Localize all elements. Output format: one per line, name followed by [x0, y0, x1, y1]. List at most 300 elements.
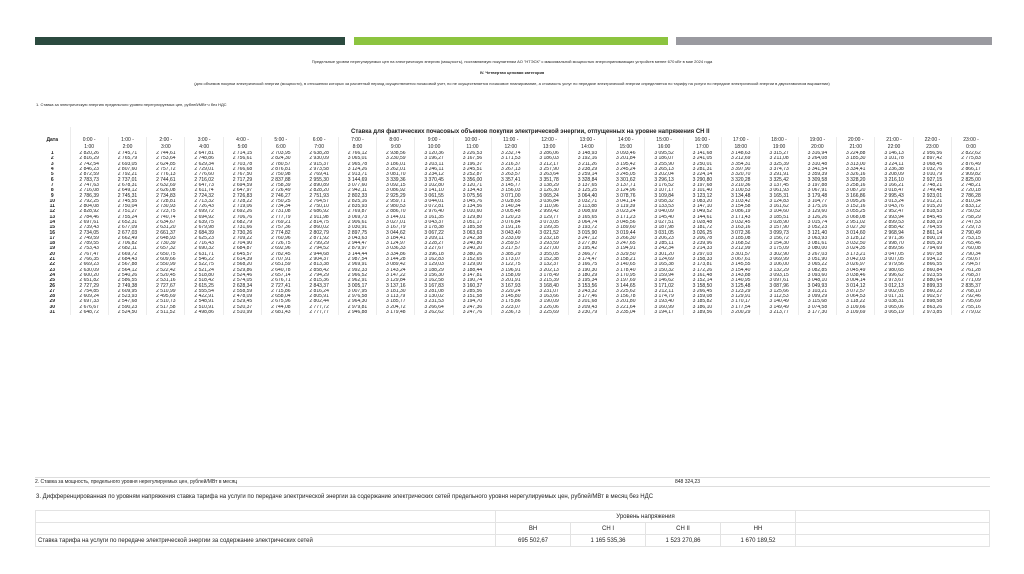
price-cell: 2 786,39	[70, 193, 108, 198]
price-cell: 3 123,29	[722, 289, 760, 294]
price-cell: 2 838,19	[913, 220, 951, 225]
price-cell: 3 334,41	[837, 167, 875, 172]
price-cell: 2 729,73	[952, 225, 990, 230]
price-cell: 3 193,72	[568, 225, 606, 230]
price-cell: 3 247,12	[568, 236, 606, 241]
price-cell: 3 051,90	[798, 257, 836, 262]
price-cell: 2 825,00	[952, 177, 990, 182]
price-cell: 3 161,48	[683, 273, 721, 278]
price-cell: 3 339,36	[377, 177, 415, 182]
price-cell: 2 520,37	[223, 305, 261, 310]
price-cell: 2 731,66	[223, 225, 261, 230]
price-cell: 3 013,24	[875, 199, 913, 204]
price-cell: 3 186,01	[377, 162, 415, 167]
price-cell: 2 835,37	[952, 283, 990, 288]
price-cell: 3 007,05	[875, 257, 913, 262]
price-cell: 3 141,10	[415, 188, 453, 193]
price-cell: 3 049,52	[683, 209, 721, 214]
price-cell: 3 189,60	[607, 225, 645, 230]
price-cell: 2 979,56	[875, 262, 913, 267]
price-cell: 2 769,87	[338, 209, 376, 214]
price-cell: 2 757,36	[262, 225, 300, 230]
price-cell: 2 713,32	[185, 199, 223, 204]
price-cell: 2 609,95	[108, 289, 146, 294]
price-cell: 3 370,45	[415, 177, 453, 182]
price-cell: 2 858,42	[300, 268, 338, 273]
price-cell: 3 266,64	[415, 305, 453, 310]
price-cell: 2 734,05	[70, 230, 108, 235]
price-cell: 3 208,09	[875, 172, 913, 177]
accent-bar-grey	[676, 37, 992, 45]
price-cell: 3 101,40	[683, 188, 721, 193]
hour-from-label: 20:00 -	[837, 137, 875, 144]
price-cell: 3 357,41	[492, 177, 530, 182]
price-cell: 3 236,73	[492, 310, 530, 315]
price-cell: 3 232,18	[530, 236, 568, 241]
price-cell: 3 072,81	[415, 204, 453, 209]
price-cell: 2 529,45	[223, 299, 261, 304]
price-cell: 2 858,42	[875, 225, 913, 230]
day-cell: 7	[50, 182, 54, 188]
price-cell: 2 521,24	[185, 268, 223, 273]
price-cell: 3 026,25	[683, 230, 721, 235]
price-cell: 2 890,89	[300, 183, 338, 188]
price-cell: 3 002,05	[875, 289, 913, 294]
price-cell: 3 099,29	[798, 294, 836, 299]
price-cell: 2 730,93	[147, 204, 185, 209]
price-cell: 2 726,43	[185, 204, 223, 209]
hour-to-label: 13:00	[530, 144, 568, 151]
accent-bar-green	[354, 37, 668, 45]
price-cell: 2 540,26	[108, 273, 146, 278]
price-cell: 3 296,13	[645, 177, 683, 182]
price-cell: 3 238,29	[568, 167, 606, 172]
price-cell: 3 102,80	[415, 183, 453, 188]
price-cell: 3 310,48	[798, 162, 836, 167]
price-cell: 2 899,33	[913, 283, 951, 288]
price-cell: 3 255,90	[645, 162, 683, 167]
price-cell: 2 927,15	[913, 177, 951, 182]
day-cell: 26	[49, 283, 56, 289]
price-cell: 2 677,09	[108, 225, 146, 230]
price-cell: 2 703,78	[223, 162, 261, 167]
price-cell: 3 224,88	[837, 151, 875, 156]
price-cell: 3 165,65	[568, 215, 606, 220]
price-cell: 2 749,38	[108, 283, 146, 288]
price-cell: 3 223,07	[492, 305, 530, 310]
price-cell: 3 099,73	[760, 230, 798, 235]
hours-to-row	[35, 144, 990, 151]
hour-to-label: 5:00	[223, 144, 261, 151]
price-cell: 3 007,95	[338, 289, 376, 294]
price-cell: 3 267,13	[492, 167, 530, 172]
price-cell: 3 004,14	[837, 278, 875, 283]
price-cell: 3 067,91	[798, 188, 836, 193]
price-cell: 2 764,55	[913, 225, 951, 230]
price-cell: 3 144,44	[338, 252, 376, 257]
day-cell: 30	[49, 304, 56, 310]
price-cell: 2 979,81	[338, 305, 376, 310]
price-cell: 3 045,49	[837, 268, 875, 273]
price-cell: 3 247,65	[607, 241, 645, 246]
price-cell: 2 750,25	[262, 199, 300, 204]
price-cell: 2 802,33	[338, 193, 376, 198]
price-cell: 3 259,14	[568, 172, 606, 177]
price-cell: 3 185,82	[683, 299, 721, 304]
price-cell: 3 166,75	[568, 262, 606, 267]
price-cell: 3 043,76	[875, 204, 913, 209]
price-cell: 3 026,97	[837, 262, 875, 267]
price-cell: 3 152,16	[837, 204, 875, 209]
price-cell: 3 316,94	[798, 151, 836, 156]
price-cell: 2 794,29	[300, 273, 338, 278]
day-cell: 5	[50, 172, 54, 178]
price-cell: 2 915,20	[913, 204, 951, 209]
price-cell: 2 609,66	[147, 257, 185, 262]
price-cell: 3 174,47	[568, 257, 606, 262]
price-cell: 2 716,43	[185, 241, 223, 246]
price-cell: 2 750,52	[952, 209, 990, 214]
price-cell: 3 160,99	[645, 305, 683, 310]
price-cell: 3 101,78	[875, 156, 913, 161]
price-cell: 2 866,17	[952, 167, 990, 172]
price-cell: 2 706,76	[223, 215, 261, 220]
price-cell: 3 119,39	[607, 204, 645, 209]
day-cell: 15	[49, 225, 56, 231]
price-cell: 3 130,02	[415, 294, 453, 299]
price-cell: 2 753,64	[147, 156, 185, 161]
price-cell: 3 250,01	[683, 162, 721, 167]
price-cell: 3 144,69	[338, 177, 376, 182]
price-cell: 3 196,27	[415, 156, 453, 161]
price-cell: 2 755,24	[108, 215, 146, 220]
price-cell: 2 675,96	[262, 299, 300, 304]
price-cell: 3 301,20	[645, 252, 683, 257]
price-cell: 2 828,92	[70, 209, 108, 214]
price-cell: 2 904,37	[300, 257, 338, 262]
price-cell: 2 998,70	[875, 241, 913, 246]
price-cell: 3 359,39	[798, 172, 836, 177]
day-cell: 19	[49, 246, 56, 252]
price-cell: 2 962,91	[338, 278, 376, 283]
price-cell: 3 211,26	[568, 162, 606, 167]
day-cell: 10	[49, 198, 56, 204]
price-cell: 3 291,91	[760, 172, 798, 177]
price-cell: 3 171,43	[722, 215, 760, 220]
date-header: Дата	[46, 137, 59, 143]
price-cell: 3 190,30	[568, 268, 606, 273]
hour-to-label: 10:00	[415, 144, 453, 151]
price-cell: 2 792,21	[108, 172, 146, 177]
price-cell: 3 125,66	[760, 289, 798, 294]
price-cell: 3 185,77	[377, 299, 415, 304]
price-cell: 3 180,29	[568, 273, 606, 278]
price-cell: 3 240,80	[453, 241, 491, 246]
price-cell: 3 171,02	[645, 283, 683, 288]
price-cell: 2 860,02	[300, 225, 338, 230]
price-cell: 3 125,25	[568, 188, 606, 193]
price-cell: 2 716,02	[185, 177, 223, 182]
price-cell: 2 684,87	[223, 246, 261, 251]
price-cell: 3 195,42	[607, 162, 645, 167]
price-cell: 2 749,48	[913, 188, 951, 193]
price-cell: 3 149,49	[760, 305, 798, 310]
price-cell: 3 301,62	[607, 177, 645, 182]
price-cell: 2 807,60	[108, 167, 146, 172]
price-cell: 3 171,53	[492, 156, 530, 161]
price-cell: 3 228,27	[415, 241, 453, 246]
day-cell: 4	[50, 166, 54, 173]
price-cell: 3 093,15	[760, 273, 798, 278]
price-cell: 3 124,83	[760, 199, 798, 204]
price-cell: 2 754,85	[70, 289, 108, 294]
price-cell: 2 518,42	[185, 278, 223, 283]
price-cell: 3 118,22	[837, 299, 875, 304]
hour-to-label: 14:00	[568, 144, 606, 151]
day-cell: 2	[50, 156, 54, 162]
price-cell: 3 334,86	[377, 252, 415, 257]
price-cell: 3 156,03	[492, 188, 530, 193]
price-cell: 2 768,10	[952, 289, 990, 294]
price-cell: 3 221,64	[607, 305, 645, 310]
price-cell: 2 677,03	[108, 230, 146, 235]
price-cell: 3 328,20	[837, 177, 875, 182]
price-cell: 3 263,57	[492, 172, 530, 177]
price-cell: 2 628,34	[223, 283, 261, 288]
price-cell: 2 871,92	[300, 236, 338, 241]
day-cell: 16	[49, 230, 56, 236]
price-cell: 3 175,16	[798, 204, 836, 209]
price-cell: 2 828,20	[300, 188, 338, 193]
price-cell: 2 639,75	[185, 220, 223, 225]
day-cell: 1	[50, 151, 54, 157]
price-cell: 3 206,23	[645, 236, 683, 241]
price-cell: 2 747,63	[70, 183, 108, 188]
price-cell: 3 186,10	[683, 305, 721, 310]
price-cell: 3 309,58	[798, 177, 836, 182]
price-cell: 3 242,34	[645, 246, 683, 251]
hour-to-label: 18:00	[722, 144, 760, 151]
transmission-tariff-table	[35, 510, 990, 547]
hour-from-label: 5:00 -	[262, 137, 300, 144]
table-row	[35, 310, 990, 315]
hour-to-label: 4:00	[185, 144, 223, 151]
price-cell: 3 220,24	[492, 289, 530, 294]
price-cell: 2 731,08	[262, 209, 300, 214]
price-cell: 2 755,16	[952, 305, 990, 310]
price-cell: 2 976,40	[415, 209, 453, 214]
price-cell: 2 902,57	[913, 294, 951, 299]
price-cell: 3 055,25	[837, 209, 875, 214]
hour-from-label: 7:00 -	[338, 137, 376, 144]
price-cell: 3 129,00	[453, 262, 491, 267]
price-cell: 2 784,46	[70, 215, 108, 220]
price-cell: 3 144,65	[607, 283, 645, 288]
day-cell: 31	[49, 309, 56, 316]
price-cell: 2 779,02	[952, 310, 990, 315]
price-cell: 3 192,16	[568, 156, 606, 161]
price-cell: 3 148,93	[568, 151, 606, 156]
price-cell: 2 626,08	[147, 188, 185, 193]
hour-from-label: 1:00 -	[108, 137, 146, 144]
price-cell: 3 052,23	[798, 225, 836, 230]
price-cell: 3 252,87	[453, 172, 491, 177]
price-cell: 2 524,46	[223, 273, 261, 278]
price-cell: 2 944,68	[300, 252, 338, 257]
price-cell: 2 716,08	[70, 188, 108, 193]
hour-to-label: 20:00	[798, 144, 836, 151]
price-cell: 2 786,28	[952, 193, 990, 198]
price-cell: 2 964,30	[338, 299, 376, 304]
hour-from-label: 2:00 -	[147, 137, 185, 144]
price-cell: 2 777,72	[300, 305, 338, 310]
price-cell: 3 032,45	[722, 220, 760, 225]
price-cell: 3 109,69	[837, 310, 875, 315]
price-cell: 3 189,56	[683, 310, 721, 315]
price-cell: 3 225,69	[530, 310, 568, 315]
price-cell: 3 041,14	[607, 199, 645, 204]
hour-from-label: 9:00 -	[415, 137, 453, 144]
price-cell: 3 234,12	[415, 172, 453, 177]
tariff-empty-cell	[796, 523, 990, 535]
price-cell: 2 750,67	[952, 257, 990, 262]
price-cell: 2 802,79	[300, 230, 338, 235]
price-cell: 3 042,03	[837, 257, 875, 262]
price-cell: 2 714,15	[223, 151, 261, 156]
price-cell: 2 737,01	[108, 177, 146, 182]
accent-bar-dark	[35, 37, 345, 45]
price-cell: 2 833,12	[952, 204, 990, 209]
price-cell: 3 212,99	[722, 246, 760, 251]
price-cell: 3 158,33	[683, 257, 721, 262]
price-cell: 3 152,14	[683, 278, 721, 283]
price-cell: 3 202,13	[530, 268, 568, 273]
price-cell: 3 193,40	[645, 299, 683, 304]
price-cell: 3 030,91	[338, 225, 376, 230]
price-cell: 2 744,08	[262, 305, 300, 310]
price-cell: 3 154,40	[722, 268, 760, 273]
price-cell: 2 748,21	[952, 183, 990, 188]
price-cell: 3 017,31	[875, 294, 913, 299]
price-cell: 3 015,74	[798, 220, 836, 225]
price-cell: 3 065,24	[530, 193, 568, 198]
hour-to-label: 0:00	[952, 144, 990, 151]
day-cell: 9	[50, 193, 54, 199]
price-cell: 3 187,98	[645, 225, 683, 230]
price-cell: 3 185,51	[760, 215, 798, 220]
price-cell: 3 216,10	[875, 177, 913, 182]
price-cell: 3 005,48	[492, 209, 530, 214]
price-cell: 3 212,11	[645, 289, 683, 294]
price-cell: 3 215,39	[530, 278, 568, 283]
price-cell: 2 923,01	[913, 193, 951, 198]
price-cell: 3 140,95	[722, 278, 760, 283]
price-cell: 2 745,31	[108, 193, 146, 198]
day-cell: 6	[50, 177, 54, 183]
price-cell: 2 942,11	[338, 188, 376, 193]
price-cell: 3 174,79	[645, 294, 683, 299]
price-cell: 3 163,66	[530, 294, 568, 299]
price-cell: 2 681,43	[262, 310, 300, 315]
price-cell: 2 899,53	[875, 220, 913, 225]
price-cell: 2 952,47	[875, 209, 913, 214]
price-cell: 3 171,23	[607, 215, 645, 220]
header-line-1: Предельные уровни нерегулируемых цен на электрическую энергию (мощность), поставляемую покупателям АО "НТЭСК" с максимальной мощностью энергопринимающих устройств менее 670 кВт в мае 2024 года	[311, 59, 713, 64]
price-cell: 2 748,86	[185, 156, 223, 161]
price-cell: 3 166,21	[875, 183, 913, 188]
price-cell: 3 160,37	[453, 283, 491, 288]
price-cell: 3 212,69	[722, 156, 760, 161]
price-cell: 2 815,36	[300, 278, 338, 283]
price-cell: 2 498,86	[185, 310, 223, 315]
price-cell: 2 720,18	[952, 188, 990, 193]
tariff-empty-cell	[36, 511, 496, 523]
price-cell: 3 227,67	[415, 246, 453, 251]
hour-to-label: 22:00	[875, 144, 913, 151]
price-cell: 2 804,08	[70, 204, 108, 209]
price-cell: 3 167,56	[453, 156, 491, 161]
price-cell: 2 980,53	[377, 204, 415, 209]
price-cell: 3 134,48	[722, 193, 760, 198]
price-cell: 3 224,11	[875, 162, 913, 167]
price-cell: 3 326,16	[837, 172, 875, 177]
price-cell: 3 027,01	[377, 220, 415, 225]
hours-from-row	[35, 137, 990, 144]
price-cell: 2 810,34	[952, 199, 990, 204]
price-cell: 2 676,71	[262, 278, 300, 283]
tariff-value: 1 165 535,36	[571, 535, 646, 547]
price-cell: 3 158,21	[607, 257, 645, 262]
price-cell: 2 816,29	[70, 156, 108, 161]
price-cell: 3 196,37	[453, 162, 491, 167]
price-cell: 3 109,66	[837, 305, 875, 310]
price-cell: 2 648,93	[147, 236, 185, 241]
price-cell: 3 129,03	[415, 262, 453, 267]
tariff-row-label: Ставка тарифа на услуги по передаче электрической энергии за содержание электрических сетей	[36, 535, 496, 547]
hour-from-label: 6:00 -	[300, 137, 338, 144]
price-cell: 2 729,01	[185, 167, 223, 172]
price-cell: 3 069,99	[760, 257, 798, 262]
price-cell: 2 813,38	[300, 262, 338, 267]
price-cell: 3 120,36	[415, 151, 453, 156]
price-cell: 3 329,50	[607, 252, 645, 257]
price-cell: 2 757,72	[147, 167, 185, 172]
price-cell: 3 195,42	[568, 246, 606, 251]
price-cell: 3 106,00	[760, 262, 798, 267]
price-cell: 3 213,77	[760, 310, 798, 315]
price-cell: 3 152,65	[453, 257, 491, 262]
price-cell: 3 202,04	[645, 172, 683, 177]
price-cell: 3 023,24	[607, 209, 645, 214]
hour-from-label: 10:00 -	[453, 137, 491, 144]
price-cell: 3 325,42	[760, 177, 798, 182]
price-cell: 3 197,88	[798, 183, 836, 188]
voltage-level-label: ВН	[496, 523, 571, 535]
price-cell: 3 151,58	[453, 294, 491, 299]
price-cell: 3 021,52	[530, 230, 568, 235]
hour-from-label: 12:00 -	[530, 137, 568, 144]
price-cell: 2 518,80	[185, 273, 223, 278]
price-cell: 2 863,26	[913, 305, 951, 310]
price-cell: 2 816,24	[300, 289, 338, 294]
price-cell: 2 966,52	[338, 273, 376, 278]
price-cell: 3 196,91	[492, 268, 530, 273]
tariff-value: 695 502,67	[496, 535, 571, 547]
price-cell: 2 898,58	[913, 299, 951, 304]
price-cell: 2 658,04	[262, 294, 300, 299]
price-cell: 2 524,50	[108, 310, 146, 315]
price-cell: 3 313,00	[837, 162, 875, 167]
